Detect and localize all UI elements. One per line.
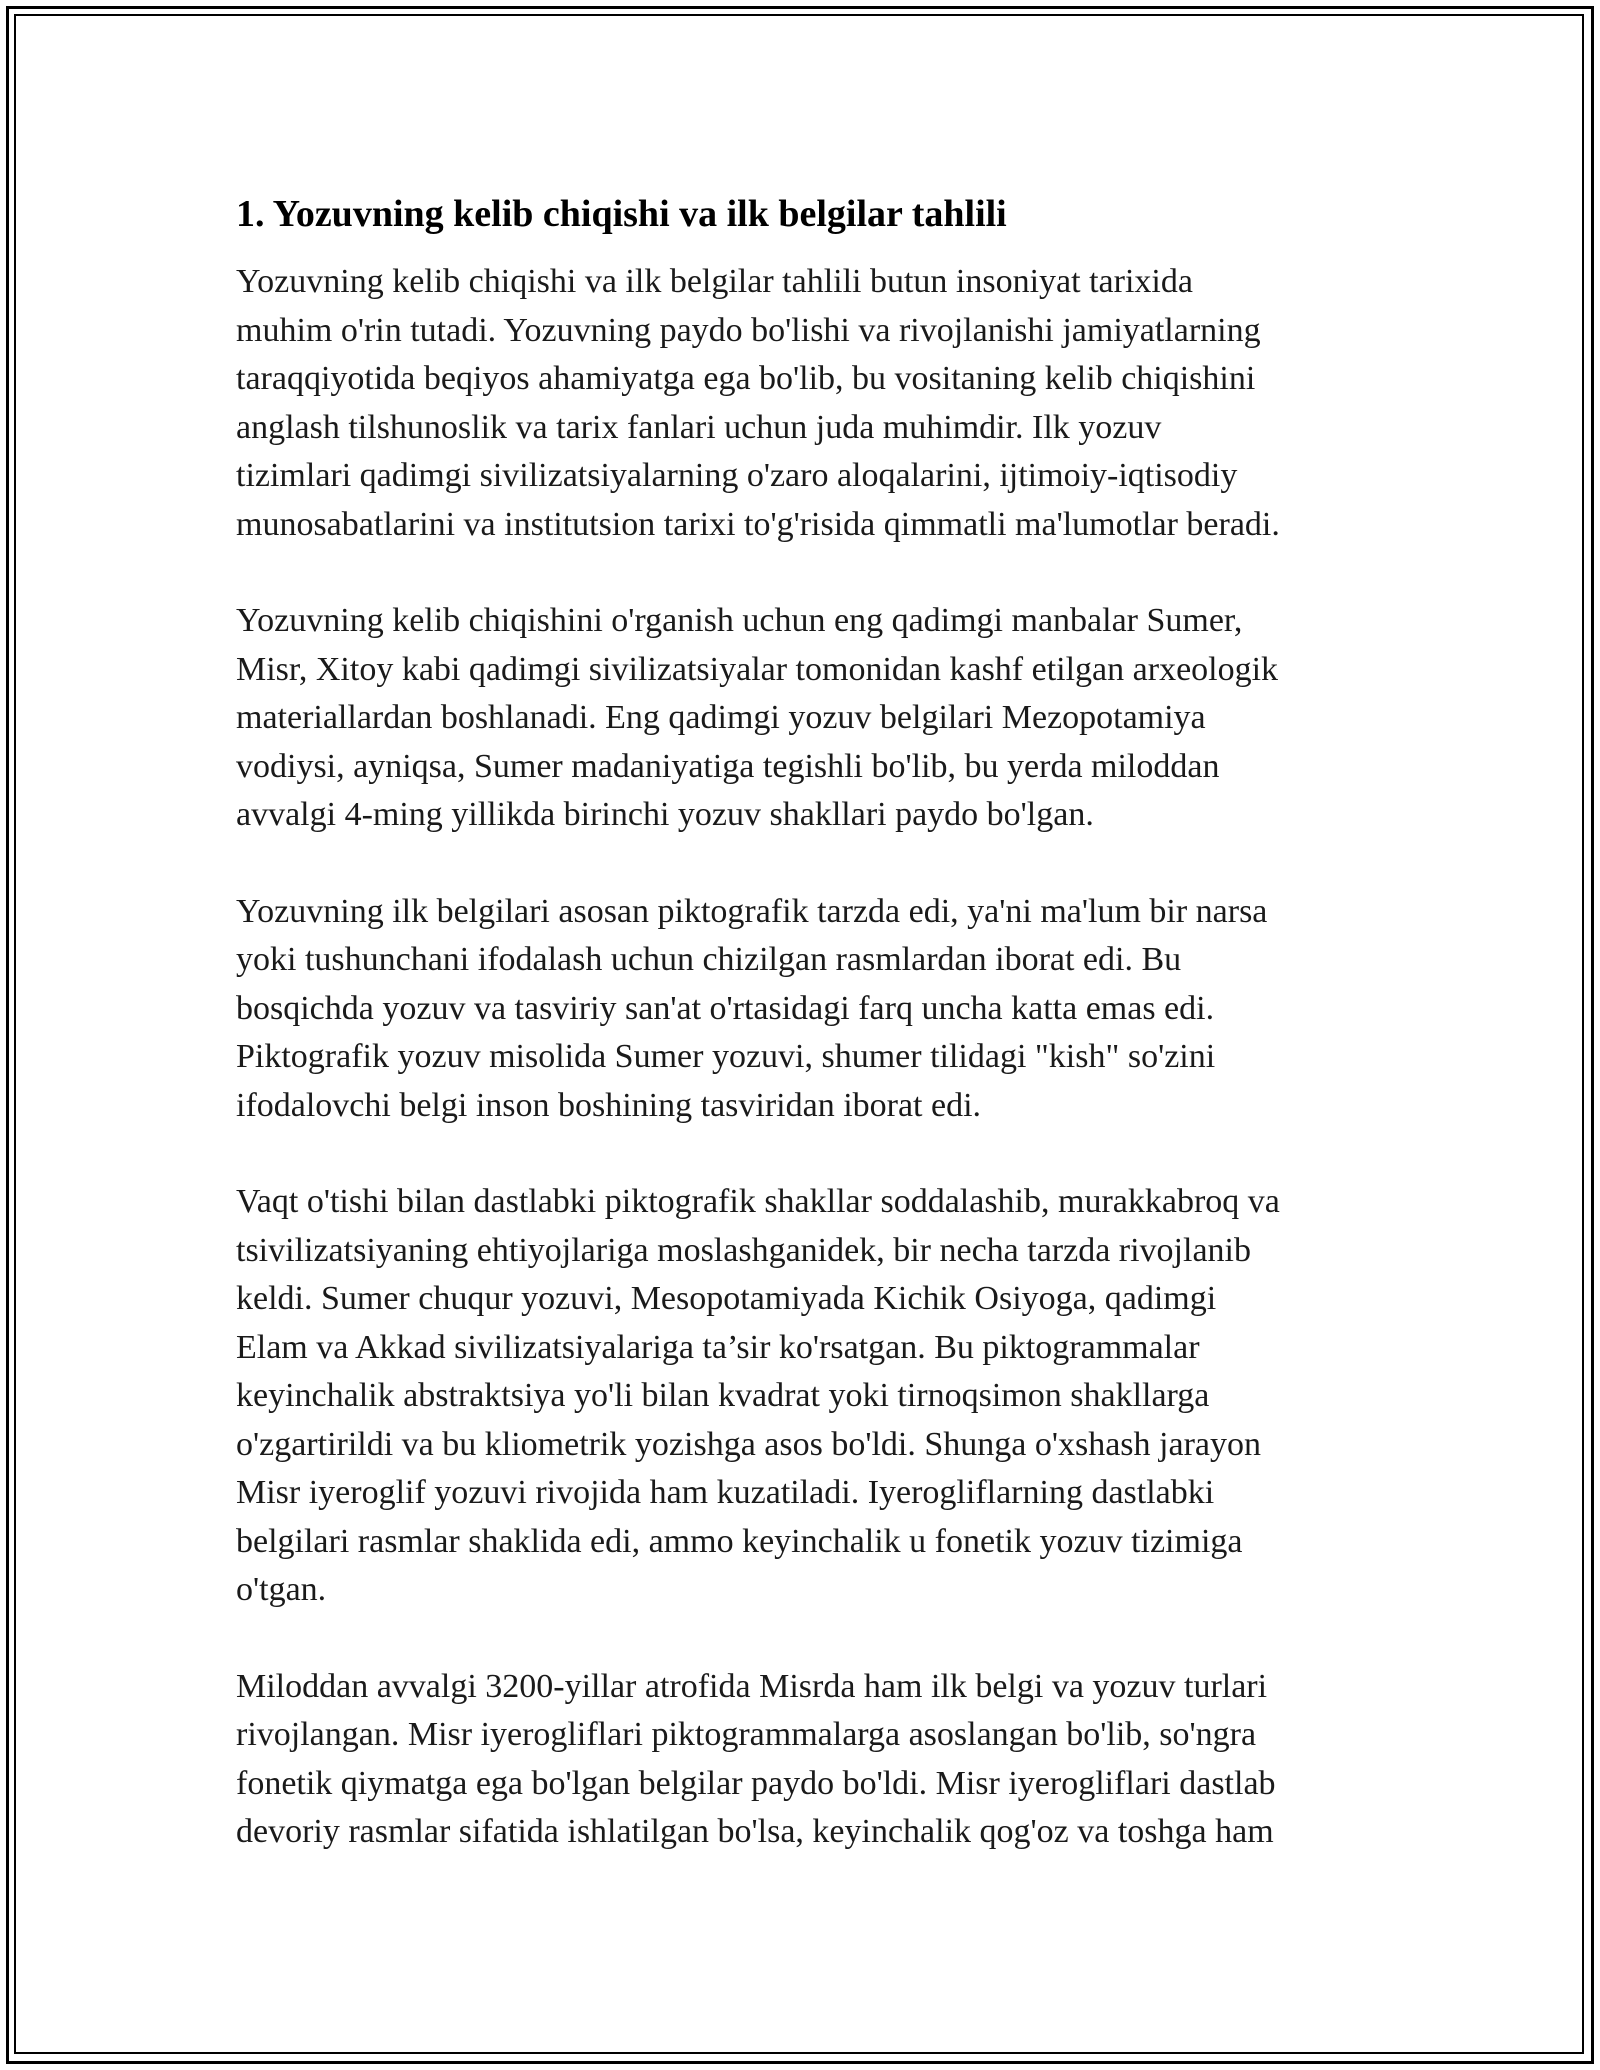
paragraph-1: Yozuvning kelib chiqishi va ilk belgilar tahlili butun insoniyat tarixida muhim o'rin tutadi. Yozuvning paydo bo'lishi va rivojlanishi jamiyatlarning taraqqiyotida beqiyos ahamiyatga ega bo'lib, bu vositaning kelib chiqishini anglash tilshunoslik va tarix fanlari uchun juda muhimdir. Ilk yozuv tizimlari qadimgi sivilizatsiyalarning o'zaro aloqalarini, ijtimoiy-iqtisodiy munosabatlarini va institutsion tarixi to'g'risida qimmatli ma'lumotlar beradi. — [236, 263, 1280, 543]
section-heading: 1. Yozuvning kelib chiqishi va ilk belgilar tahlili — [236, 193, 1007, 235]
document-body — [236, 188, 1376, 1905]
paragraph-5: Miloddan avvalgi 3200-yillar atrofida Misrda ham ilk belgi va yozuv turlari rivojlangan. Misr iyerogliflari piktogrammalarga asoslangan bo'lib, so'ngra fonetik qiymatga ega bo'lgan belgilar paydo bo'ldi. Misr iyerogliflari dastlab devoriy rasmlar sifatida ishlatilgan bo'lsa, keyinchalik qog'oz va toshga ham — [236, 1667, 1276, 1850]
paragraph-4: Vaqt o'tishi bilan dastlabki piktografik shakllar soddalashib, murakkabroq va tsivilizatsiyaning ehtiyojlariga moslashganidek, bir necha tarzda rivojlanib keldi. Sumer chuqur yozuvi, Mesopotamiyada Kichik Osiyoga, qadimgi Elam va Akkad sivilizatsiyalariga ta’sir ko'rsatgan. Bu piktogrammalar keyinchalik abstraktsiya yo'li bilan kvadrat yoki tirnoqsimon shakllarga o'zgartirildi va bu kliometrik yozishga asos bo'ldi. Shunga o'xshash jarayon Misr iyeroglif yozuvi rivojida ham kuzatiladi. Iyerogliflarning dastlabki belgilari rasmlar shaklida edi, ammo keyinchalik u fonetik yozuv tizimiga o'tgan. — [236, 1183, 1280, 1608]
paragraph-3: Yozuvning ilk belgilari asosan piktografik tarzda edi, ya'ni ma'lum bir narsa yoki tushunchani ifodalash uchun chizilgan rasmlardan iborat edi. Bu bosqichda yozuv va tasviriy san'at o'rtasidagi farq uncha katta emas edi. Piktografik yozuv misolida Sumer yozuvi, shumer tilidagi "kish" so'zini ifodalovchi belgi inson boshining tasviridan iborat edi. — [236, 892, 1268, 1124]
paragraph-2: Yozuvning kelib chiqishini o'rganish uchun eng qadimgi manbalar Sumer, Misr, Xitoy kabi qadimgi sivilizatsiyalar tomonidan kashf etilgan arxeologik materiallardan boshlanadi. Eng qadimgi yozuv belgilari Mezopotamiya vodiysi, ayniqsa, Sumer madaniyatiga tegishli bo'lib, bu yerda miloddan avvalgi 4-ming yillikda birinchi yozuv shakllari paydo bo'lgan. — [236, 602, 1279, 833]
